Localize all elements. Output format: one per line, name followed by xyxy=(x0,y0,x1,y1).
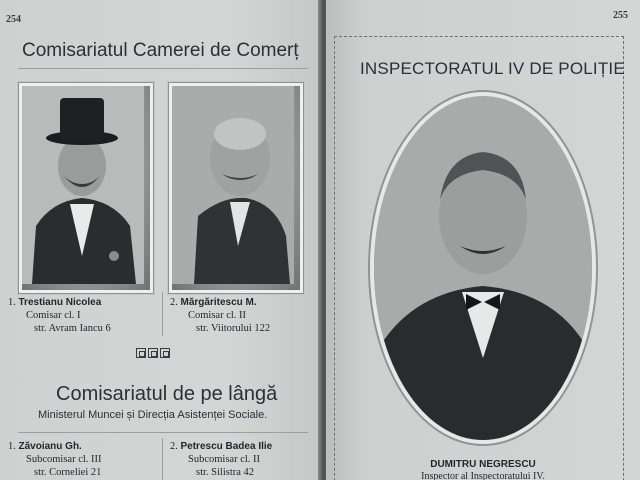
caption-title: Inspector al Inspectoratului IV. xyxy=(421,471,545,480)
caption-rank: Subcomisar cl. II xyxy=(188,454,261,465)
oval-portrait-photo xyxy=(374,96,592,440)
person-caption xyxy=(8,296,160,335)
section-title: Comisariatul Camerei de Comerț xyxy=(22,40,299,61)
page-number: 254 xyxy=(6,14,21,25)
portrait-illustration xyxy=(374,96,592,440)
ornament-square xyxy=(148,348,158,358)
caption-index: 2. xyxy=(170,297,178,308)
caption-index: 1. xyxy=(8,297,16,308)
page-number: 255 xyxy=(613,10,628,21)
section-title: Comisariatul de pe lângă xyxy=(56,383,278,405)
divider xyxy=(162,292,163,336)
portrait-illustration xyxy=(22,86,144,284)
portrait-image xyxy=(22,86,150,290)
ornament xyxy=(136,348,170,358)
caption-index: 1. xyxy=(8,441,16,452)
caption-rank: Comisar cl. II xyxy=(188,310,247,321)
caption-name: DUMITRU NEGRESCU xyxy=(430,459,536,470)
section-subtitle: Ministerul Muncei și Direcția Asistenței Sociale. xyxy=(38,409,268,421)
divider xyxy=(162,438,163,480)
caption-address: str. Viitorului 122 xyxy=(196,323,271,334)
caption-address: str. Corneliei 21 xyxy=(34,467,102,478)
divider xyxy=(18,68,308,69)
caption-name: Zăvoianu Gh. xyxy=(18,441,82,452)
portrait-image xyxy=(172,86,300,290)
caption-index: 2. xyxy=(170,441,178,452)
section-title: INSPECTORATUL IV DE POLIȚIE xyxy=(360,59,625,78)
ornament-square xyxy=(136,348,146,358)
caption-rank: Subcomisar cl. III xyxy=(26,454,102,465)
person-caption xyxy=(170,296,322,335)
portrait-photo xyxy=(168,82,304,294)
person-caption xyxy=(170,440,322,479)
right-page xyxy=(326,0,640,480)
caption-name: Trestianu Nicolea xyxy=(18,297,102,308)
portrait-photo xyxy=(18,82,154,294)
ornament-square xyxy=(160,348,170,358)
caption-rank: Comisar cl. I xyxy=(26,310,81,321)
divider xyxy=(18,432,308,433)
person-caption xyxy=(8,440,160,479)
caption-address: str. Avram Iancu 6 xyxy=(34,323,111,334)
portrait-illustration xyxy=(172,86,294,284)
caption-name: Petrescu Badea Ilie xyxy=(180,441,273,452)
caption-name: Mărgăritescu M. xyxy=(180,297,257,308)
caption-address: str. Silistra 42 xyxy=(196,467,255,478)
